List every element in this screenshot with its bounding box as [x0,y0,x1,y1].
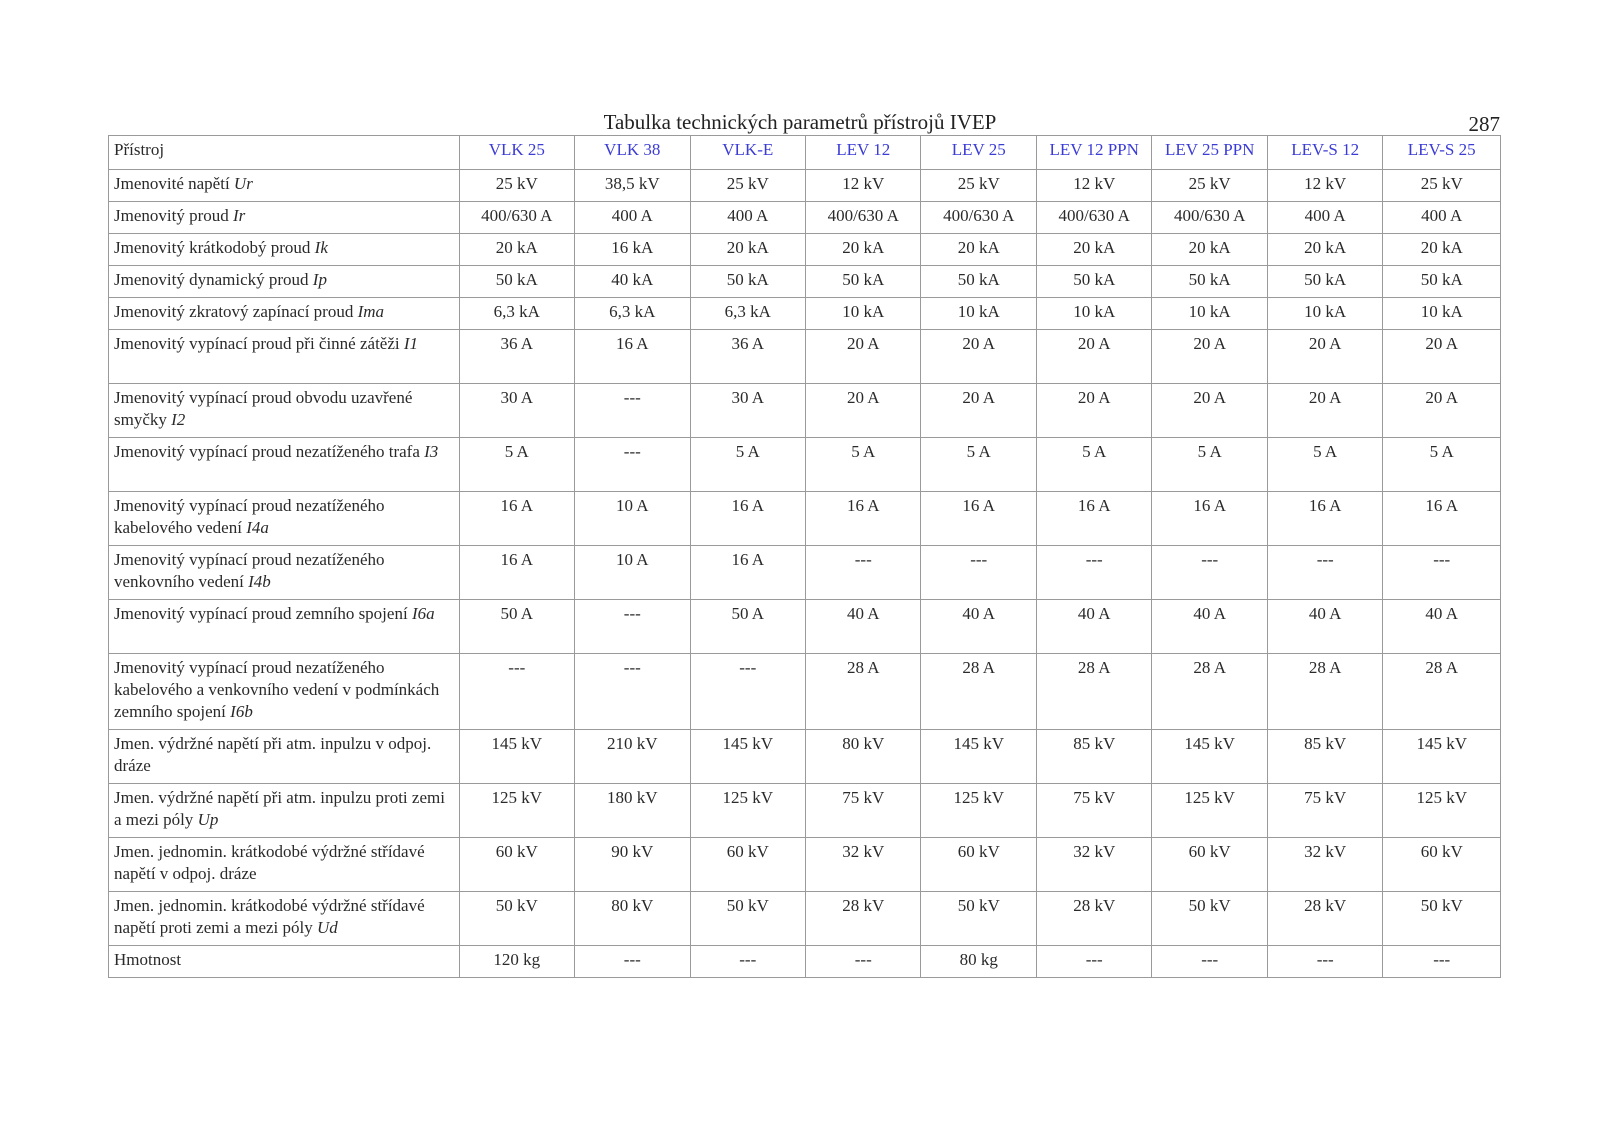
table-cell-value: --- [806,546,921,600]
table-cell-value: 16 kA [575,234,690,266]
parameter-symbol: Up [197,810,219,829]
table-cell-value: 12 kV [806,170,921,202]
table-cell-value: 16 A [921,492,1036,546]
page-number: 287 [1468,112,1500,136]
table-cell-value: 40 A [1152,600,1267,654]
row-parameter-label [109,892,460,946]
table-row [109,492,1501,546]
table-cell-value: 5 A [806,438,921,492]
table-cell-value: --- [1267,546,1382,600]
parameter-name: Jmenovitý vypínací proud při činné zátěži [114,334,404,353]
table-cell-value: --- [1036,546,1151,600]
table-cell-value: 400 A [690,202,805,234]
table-cell-value: 28 A [806,654,921,730]
parameter-symbol: I4a [246,518,269,537]
parameter-symbol: Ur [233,174,253,193]
parameter-symbol: I6b [230,702,253,721]
parameter-symbol: Ud [317,918,338,937]
table-cell-value: 16 A [806,492,921,546]
table-cell-value: 20 kA [1383,234,1501,266]
table-cell-value: 12 kV [1036,170,1151,202]
table-cell-value: --- [575,946,690,978]
table-cell-value: 16 A [459,492,574,546]
table-cell-value: 60 kV [921,838,1036,892]
table-cell-value: 40 A [1383,600,1501,654]
table-cell-value: 145 kV [1383,730,1501,784]
table-cell-value: 50 kV [690,892,805,946]
table-cell-value: 28 A [921,654,1036,730]
table-cell-value: 50 A [690,600,805,654]
table-cell-value: 10 kA [806,298,921,330]
table-cell-value: 32 kV [806,838,921,892]
table-cell-value: 6,3 kA [575,298,690,330]
header-device: LEV-S 12 [1267,136,1382,170]
table-cell-value: 28 kV [1267,892,1382,946]
table-cell-value: 400 A [575,202,690,234]
table-cell-value: 32 kV [1036,838,1151,892]
table-cell-value: 20 A [921,384,1036,438]
table-row [109,946,1501,978]
row-parameter-label [109,202,460,234]
table-cell-value: 28 A [1383,654,1501,730]
table-cell-value: 5 A [459,438,574,492]
table-cell-value: 400 A [1383,202,1501,234]
parameter-symbol: I1 [403,334,419,353]
table-cell-value: 20 kA [1267,234,1382,266]
header-device: VLK-E [690,136,805,170]
table-cell-value: 125 kV [1152,784,1267,838]
table-cell-value: 5 A [1267,438,1382,492]
table-cell-value: 30 A [690,384,805,438]
parameter-symbol: Ir [233,206,246,225]
table-cell-value: 400/630 A [459,202,574,234]
table-cell-value: 80 kV [575,892,690,946]
table-cell-value: --- [575,654,690,730]
table-row [109,784,1501,838]
table-cell-value: 125 kV [459,784,574,838]
table-cell-value: 60 kV [1152,838,1267,892]
table-cell-value: 20 kA [690,234,805,266]
table-cell-value: 50 kV [921,892,1036,946]
parameters-table [108,135,1501,978]
table-cell-value: 20 A [921,330,1036,384]
table-cell-value: 210 kV [575,730,690,784]
table-cell-value: 50 kA [806,266,921,298]
table-cell-value: 16 A [690,546,805,600]
table-cell-value: 10 A [575,546,690,600]
table-cell-value: 16 A [1152,492,1267,546]
parameter-symbol: I2 [171,410,186,429]
table-cell-value: 85 kV [1267,730,1382,784]
parameter-name: Jmenovitý vypínací proud nezatíženého kabelového a venkovního vedení v podmínkách zemního spojení [114,658,440,721]
table-cell-value: 400 A [1267,202,1382,234]
table-cell-value: 20 A [1036,384,1151,438]
table-header-row [109,136,1501,170]
table-cell-value: 25 kV [1152,170,1267,202]
table-cell-value: 16 A [575,330,690,384]
table-cell-value: 6,3 kA [459,298,574,330]
table-cell-value: 5 A [1152,438,1267,492]
table-cell-value: 50 kA [1383,266,1501,298]
table-cell-value: 90 kV [575,838,690,892]
header-device: LEV 12 [806,136,921,170]
row-parameter-label [109,784,460,838]
table-cell-value: 400/630 A [1152,202,1267,234]
row-parameter-label [109,170,460,202]
table-cell-value: 120 kg [459,946,574,978]
table-cell-value: 20 kA [459,234,574,266]
table-cell-value: 20 A [1383,384,1501,438]
header-device: LEV 25 [921,136,1036,170]
table-cell-value: 10 kA [1036,298,1151,330]
table-cell-value: 32 kV [1267,838,1382,892]
table-cell-value: 25 kV [921,170,1036,202]
table-cell-value: 20 A [1152,384,1267,438]
table-cell-value: 50 kA [1036,266,1151,298]
table-cell-value: 28 kV [1036,892,1151,946]
table-cell-value: 28 A [1036,654,1151,730]
row-parameter-label [109,546,460,600]
table-row [109,266,1501,298]
table-cell-value: --- [690,654,805,730]
table-cell-value: 125 kV [690,784,805,838]
table-cell-value: 125 kV [1383,784,1501,838]
table-cell-value: 20 A [806,330,921,384]
table-cell-value: 20 A [1383,330,1501,384]
header-device: LEV-S 25 [1383,136,1501,170]
table-row [109,838,1501,892]
parameter-name: Jmen. výdržné napětí při atm. inpulzu proti zemi a mezi póly [114,788,445,829]
table-cell-value: 400/630 A [921,202,1036,234]
header-device: VLK 38 [575,136,690,170]
table-body [109,170,1501,978]
header-device-label: Přístroj [109,136,460,170]
parameter-name: Jmenovitý vypínací proud nezatíženého kabelového vedení [114,496,385,537]
parameter-name: Jmenovité napětí [114,174,234,193]
parameter-symbol: I3 [424,442,439,461]
table-cell-value: 20 kA [921,234,1036,266]
parameter-name: Jmenovitý vypínací proud obvodu uzavřené smyčky [114,388,413,429]
table-row [109,892,1501,946]
table-row [109,730,1501,784]
table-row [109,234,1501,266]
table-cell-value: 80 kV [806,730,921,784]
row-parameter-label [109,234,460,266]
parameter-name: Jmenovitý proud [114,206,233,225]
table-cell-value: --- [1267,946,1382,978]
table-cell-value: --- [690,946,805,978]
table-cell-value: 16 A [1383,492,1501,546]
parameter-symbol: Ik [314,238,328,257]
table-cell-value: 60 kV [459,838,574,892]
table-cell-value: 10 kA [1267,298,1382,330]
table-cell-value: 10 kA [921,298,1036,330]
table-cell-value: 5 A [1383,438,1501,492]
table-cell-value: 20 kA [806,234,921,266]
table-cell-value: 20 A [1267,330,1382,384]
row-parameter-label [109,838,460,892]
table-cell-value: 6,3 kA [690,298,805,330]
table-cell-value: 20 kA [1152,234,1267,266]
table-cell-value: 60 kV [1383,838,1501,892]
table-cell-value: 10 kA [1152,298,1267,330]
table-cell-value: 145 kV [921,730,1036,784]
row-parameter-label [109,600,460,654]
table-cell-value: 400/630 A [806,202,921,234]
table-row [109,438,1501,492]
table-cell-value: 75 kV [1036,784,1151,838]
table-cell-value: 25 kV [690,170,805,202]
row-parameter-label [109,330,460,384]
table-cell-value: 16 A [459,546,574,600]
table-cell-value: 50 kA [921,266,1036,298]
table-cell-value: 5 A [1036,438,1151,492]
table-cell-value: 50 kA [1267,266,1382,298]
parameter-name: Jmenovitý vypínací proud zemního spojení [114,604,412,623]
table-cell-value: 75 kV [806,784,921,838]
table-cell-value: 125 kV [921,784,1036,838]
table-cell-value: 180 kV [575,784,690,838]
table-cell-value: 40 A [1036,600,1151,654]
table-cell-value: 40 kA [575,266,690,298]
table-cell-value: 36 A [690,330,805,384]
row-parameter-label [109,492,460,546]
table-cell-value: 40 A [1267,600,1382,654]
table-row [109,654,1501,730]
table-cell-value: 50 kA [459,266,574,298]
table-cell-value: --- [1383,946,1501,978]
row-parameter-label [109,654,460,730]
table-cell-value: --- [575,384,690,438]
table-row [109,384,1501,438]
table-cell-value: 50 kA [690,266,805,298]
parameter-name: Jmenovitý vypínací proud nezatíženého venkovního vedení [114,550,385,591]
parameter-name: Jmenovitý dynamický proud [114,270,313,289]
table-cell-value: 50 kV [1152,892,1267,946]
table-cell-value: 36 A [459,330,574,384]
table-cell-value: 20 kA [1036,234,1151,266]
parameter-symbol: Ip [312,270,327,289]
table-row [109,170,1501,202]
parameter-name: Jmen. jednomin. krátkodobé výdržné střídavé napětí v odpoj. dráze [114,842,425,883]
parameter-symbol: Ima [357,302,385,321]
row-parameter-label [109,946,460,978]
table-cell-value: 80 kg [921,946,1036,978]
table-cell-value: 75 kV [1267,784,1382,838]
header-device: LEV 12 PPN [1036,136,1151,170]
table-cell-value: 16 A [690,492,805,546]
table-cell-value: 50 kV [459,892,574,946]
table-cell-value: 28 A [1152,654,1267,730]
table-row [109,298,1501,330]
row-parameter-label [109,298,460,330]
table-cell-value: 10 A [575,492,690,546]
table-cell-value: 30 A [459,384,574,438]
table-cell-value: --- [1152,946,1267,978]
parameter-name: Jmen. výdržné napětí při atm. inpulzu v odpoj. dráze [114,734,432,775]
table-cell-value: 145 kV [690,730,805,784]
table-cell-value: 10 kA [1383,298,1501,330]
table-cell-value: 145 kV [1152,730,1267,784]
table-cell-value: 85 kV [1036,730,1151,784]
header-device: VLK 25 [459,136,574,170]
parameter-symbol: I4b [248,572,271,591]
header-device: LEV 25 PPN [1152,136,1267,170]
table-row [109,202,1501,234]
table-row [109,546,1501,600]
table-cell-value: --- [1036,946,1151,978]
parameter-name: Jmenovitý zkratový zapínací proud [114,302,358,321]
table-cell-value: 60 kV [690,838,805,892]
table-cell-value: 20 A [1267,384,1382,438]
table-cell-value: 40 A [806,600,921,654]
table-cell-value: 12 kV [1267,170,1382,202]
row-parameter-label [109,730,460,784]
table-cell-value: 5 A [690,438,805,492]
table-cell-value: 38,5 kV [575,170,690,202]
row-parameter-label [109,266,460,298]
page-title: Tabulka technických parametrů přístrojů IVEP [603,110,997,134]
table-cell-value: --- [1152,546,1267,600]
table-cell-value: 16 A [1036,492,1151,546]
table-cell-value: 5 A [921,438,1036,492]
table-cell-value: 28 A [1267,654,1382,730]
table-cell-value: 20 A [1036,330,1151,384]
table-cell-value: 50 kV [1383,892,1501,946]
parameter-name: Jmenovitý vypínací proud nezatíženého trafa [114,442,425,461]
table-cell-value: 16 A [1267,492,1382,546]
table-cell-value: 20 A [806,384,921,438]
table-cell-value: --- [459,654,574,730]
table-cell-value: --- [806,946,921,978]
parameter-name: Jmen. jednomin. krátkodobé výdržné střídavé napětí proti zemi a mezi póly [114,896,425,937]
table-cell-value: 400/630 A [1036,202,1151,234]
table-cell-value: 145 kV [459,730,574,784]
parameter-symbol: I6a [411,604,435,623]
table-cell-value: 50 A [459,600,574,654]
table-cell-value: --- [1383,546,1501,600]
table-cell-value: 25 kV [1383,170,1501,202]
table-row [109,330,1501,384]
table-cell-value: 25 kV [459,170,574,202]
table-cell-value: --- [575,600,690,654]
table-cell-value: 20 A [1152,330,1267,384]
table-cell-value: --- [575,438,690,492]
parameter-name: Jmenovitý krátkodobý proud [114,238,315,257]
table-cell-value: 28 kV [806,892,921,946]
row-parameter-label [109,384,460,438]
table-cell-value: 50 kA [1152,266,1267,298]
table-cell-value: --- [921,546,1036,600]
table-cell-value: 40 A [921,600,1036,654]
parameter-name: Hmotnost [114,950,182,969]
row-parameter-label [109,438,460,492]
table-row [109,600,1501,654]
